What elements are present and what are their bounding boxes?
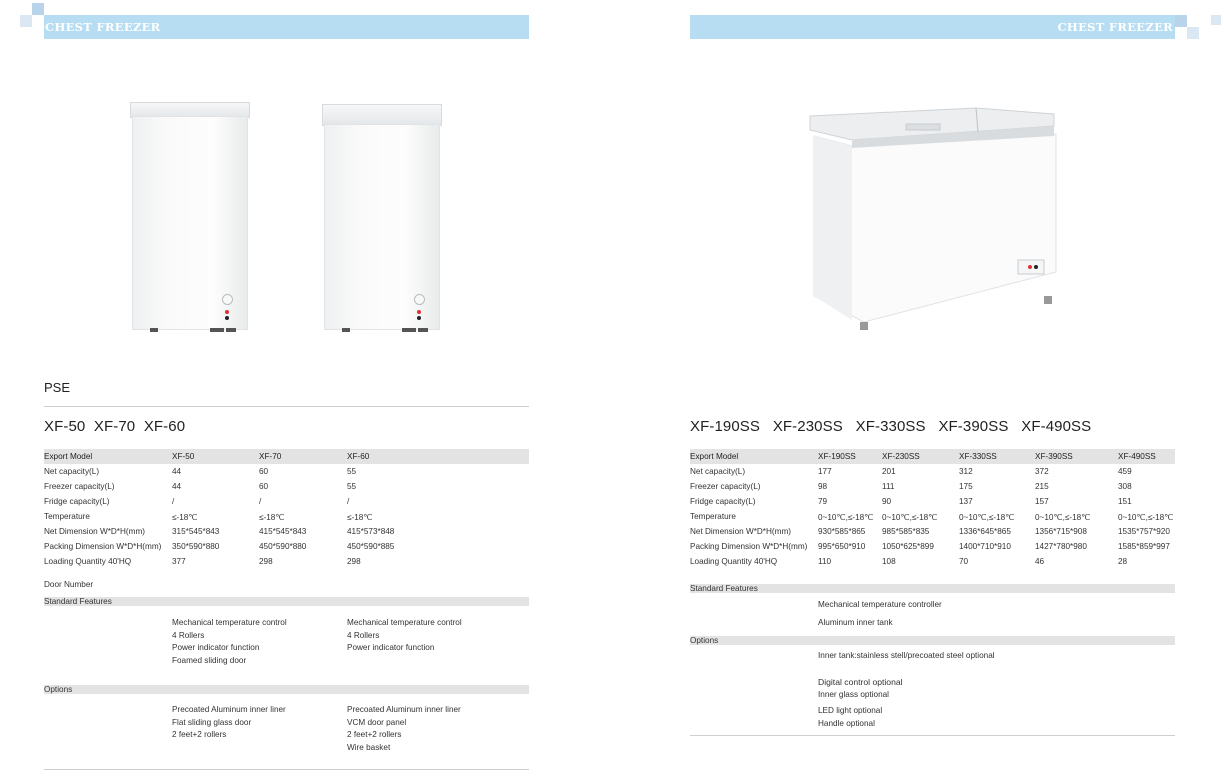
- table-cell: 55: [347, 467, 357, 476]
- row-label: Net capacity(L): [44, 467, 100, 476]
- section-banner: [44, 15, 529, 39]
- table-cell: XF-330SS: [959, 449, 1035, 464]
- table-cell: 79: [818, 497, 828, 506]
- table-cell: 110: [818, 557, 832, 566]
- table-cell: XF-190SS: [818, 449, 882, 464]
- table-cell: 1050*625*899: [882, 542, 934, 551]
- table-cell: 28: [1118, 557, 1128, 566]
- table-cell: ≤-18℃: [172, 512, 198, 522]
- table-row: [690, 539, 1175, 554]
- table-row: [690, 524, 1175, 539]
- table-cell: 151: [1118, 497, 1132, 506]
- table-cell: 157: [1035, 497, 1049, 506]
- row-label: Fridge capacity(L): [44, 497, 110, 506]
- table-cell: 377: [172, 557, 186, 566]
- table-cell: 315*545*843: [172, 527, 220, 536]
- row-label: Packing Dimension W*D*H(mm): [44, 542, 162, 551]
- list-item: 4 Rollers: [172, 630, 205, 640]
- table-cell: XF-50: [172, 449, 259, 464]
- table-header-row: [44, 449, 529, 464]
- table-cell: 0~10℃,≤-18℃: [1035, 512, 1091, 522]
- table-row: [44, 524, 529, 539]
- table-cell: XF-70: [259, 449, 347, 464]
- models-heading: XF-190SS XF-230SS XF-330SS XF-390SS XF-490SS: [690, 418, 1092, 435]
- options-label: Options: [44, 685, 73, 694]
- table-cell: 137: [959, 497, 973, 506]
- right-page: [614, 0, 1227, 782]
- options-item: LED light optional: [818, 706, 883, 715]
- table-cell: 415*573*848: [347, 527, 395, 536]
- standard-features-bar: [44, 597, 529, 606]
- options-label: Options: [690, 636, 719, 645]
- product-image-xf-ss: [808, 100, 1058, 335]
- options-item: Handle optional: [818, 719, 875, 728]
- table-cell: 111: [882, 482, 895, 491]
- models-heading: XF-50 XF-70 XF-60: [44, 418, 186, 435]
- options-item: Inner glass optional: [818, 690, 890, 699]
- table-cell: 98: [818, 482, 828, 491]
- table-cell: XF-60: [347, 449, 529, 464]
- standard-features-item: Aluminum inner tank: [818, 618, 893, 627]
- row-label: Loading Quantity 40'HQ: [690, 557, 778, 566]
- banner-title: CHEST FREEZER: [1057, 20, 1173, 34]
- row-label: Freezer capacity(L): [690, 482, 761, 491]
- table-cell: 308: [1118, 482, 1132, 491]
- corner-decoration: [32, 3, 44, 15]
- table-cell: 312: [959, 467, 973, 476]
- table-row: [44, 554, 529, 569]
- table-row: [44, 479, 529, 494]
- product-image-xf50: [128, 102, 252, 334]
- corner-decoration: [1187, 27, 1199, 39]
- list-item: 4 Rollers: [347, 630, 380, 640]
- table-cell: 350*590*880: [172, 542, 220, 551]
- table-cell: 44: [172, 467, 182, 476]
- table-cell: 177: [818, 467, 832, 476]
- table-cell: XF-390SS: [1035, 449, 1118, 464]
- table-cell: 1356*715*908: [1035, 527, 1087, 536]
- table-cell: ≤-18℃: [259, 512, 285, 522]
- table-cell: 415*545*843: [259, 527, 307, 536]
- row-label: Net capacity(L): [690, 467, 746, 476]
- list-item: 2 feet+2 rollers: [347, 730, 402, 739]
- table-cell: 0~10℃,≤-18℃: [882, 512, 938, 522]
- list-item: Precoated Aluminum inner liner: [347, 705, 461, 714]
- table-cell: 215: [1035, 482, 1049, 491]
- list-item: Power indicator function: [347, 643, 435, 652]
- standard-features-label: Standard Features: [44, 597, 112, 606]
- options-list-2: [347, 704, 461, 754]
- row-label: Export Model: [690, 449, 818, 464]
- row-label: Packing Dimension W*D*H(mm): [690, 542, 808, 551]
- list-item: Precoated Aluminum inner liner: [172, 705, 286, 714]
- table-cell: 55: [347, 482, 357, 491]
- table-row: [690, 464, 1175, 479]
- table-cell: 930*585*865: [818, 527, 866, 536]
- table-cell: 298: [259, 557, 273, 566]
- table-row: [44, 509, 529, 524]
- table-cell: 1535*757*920: [1118, 527, 1170, 536]
- banner-title: CHEST FREEZER: [45, 20, 161, 34]
- table-cell: 985*585*835: [882, 527, 930, 536]
- row-label: Loading Quantity 40'HQ: [44, 557, 132, 566]
- table-header-row: [690, 449, 1175, 464]
- table-cell: /: [347, 497, 350, 506]
- table-row: [690, 509, 1175, 524]
- table-row: [44, 539, 529, 554]
- standard-features-list-2: [347, 617, 462, 655]
- row-label: Temperature: [690, 512, 736, 521]
- standard-features-list-1: [172, 617, 287, 667]
- row-label: Export Model: [44, 449, 172, 464]
- standard-features-label: Standard Features: [690, 584, 758, 593]
- list-item: VCM door panel: [347, 717, 407, 727]
- table-cell: /: [259, 497, 262, 506]
- table-row: [690, 479, 1175, 494]
- list-item: Mechanical temperature control: [347, 618, 462, 627]
- table-cell: XF-230SS: [882, 449, 959, 464]
- table-cell: 70: [959, 557, 969, 566]
- table-cell: 46: [1035, 557, 1045, 566]
- options-item: Inner tank:stainless stell/precoated steel optional: [818, 651, 995, 660]
- table-cell: 90: [882, 497, 892, 506]
- row-label: Net Dimension W*D*H(mm): [690, 527, 791, 536]
- spec-table: [690, 449, 1175, 569]
- divider: [44, 406, 529, 407]
- options-bar: [690, 636, 1175, 645]
- table-cell: 450*590*880: [259, 542, 307, 551]
- list-item: 2 feet+2 rollers: [172, 730, 227, 739]
- corner-decoration: [1211, 15, 1221, 25]
- table-cell: 175: [959, 482, 973, 491]
- table-cell: 1400*710*910: [959, 542, 1011, 551]
- table-cell: 108: [882, 557, 896, 566]
- row-label: Temperature: [44, 512, 90, 521]
- row-label: Net Dimension W*D*H(mm): [44, 527, 145, 536]
- standard-features-item: Mechanical temperature controller: [818, 600, 942, 609]
- options-item: Digital control optional: [818, 677, 903, 687]
- list-item: Foamed sliding door: [172, 655, 247, 665]
- spec-table: [44, 449, 529, 569]
- corner-decoration: [1175, 15, 1187, 27]
- list-item: Mechanical temperature control: [172, 618, 287, 627]
- table-cell: XF-490SS: [1118, 449, 1175, 464]
- list-item: Wire basket: [347, 742, 391, 752]
- product-image-xf70: [320, 102, 444, 334]
- divider: [690, 735, 1175, 736]
- row-label: Freezer capacity(L): [44, 482, 115, 491]
- table-cell: 1336*645*865: [959, 527, 1011, 536]
- table-cell: 459: [1118, 467, 1132, 476]
- corner-decoration: [20, 15, 32, 27]
- options-bar: [44, 685, 529, 694]
- table-cell: 1585*859*997: [1118, 542, 1170, 551]
- table-cell: 995*650*910: [818, 542, 866, 551]
- table-cell: 450*590*885: [347, 542, 395, 551]
- door-number-label: Door Number: [44, 580, 94, 589]
- table-cell: 60: [259, 482, 269, 491]
- list-item: Power indicator function: [172, 643, 260, 652]
- table-row: [44, 464, 529, 479]
- standard-features-bar: [690, 584, 1175, 593]
- list-item: Flat sliding glass door: [172, 717, 252, 727]
- table-row: [690, 554, 1175, 569]
- table-cell: ≤-18℃: [347, 512, 373, 522]
- table-cell: 372: [1035, 467, 1049, 476]
- series-label: PSE: [44, 380, 71, 395]
- table-row: [44, 494, 529, 509]
- table-cell: /: [172, 497, 175, 506]
- table-cell: 0~10℃,≤-18℃: [1118, 512, 1174, 522]
- divider: [44, 769, 529, 770]
- options-list-1: [172, 704, 286, 742]
- table-row: [690, 494, 1175, 509]
- table-cell: 60: [259, 467, 269, 476]
- table-cell: 0~10℃,≤-18℃: [959, 512, 1015, 522]
- section-banner: [690, 15, 1175, 39]
- table-cell: 298: [347, 557, 361, 566]
- row-label: Fridge capacity(L): [690, 497, 756, 506]
- table-cell: 44: [172, 482, 182, 491]
- table-cell: 201: [882, 467, 896, 476]
- table-cell: 1427*780*980: [1035, 542, 1087, 551]
- table-cell: 0~10℃,≤-18℃: [818, 512, 874, 522]
